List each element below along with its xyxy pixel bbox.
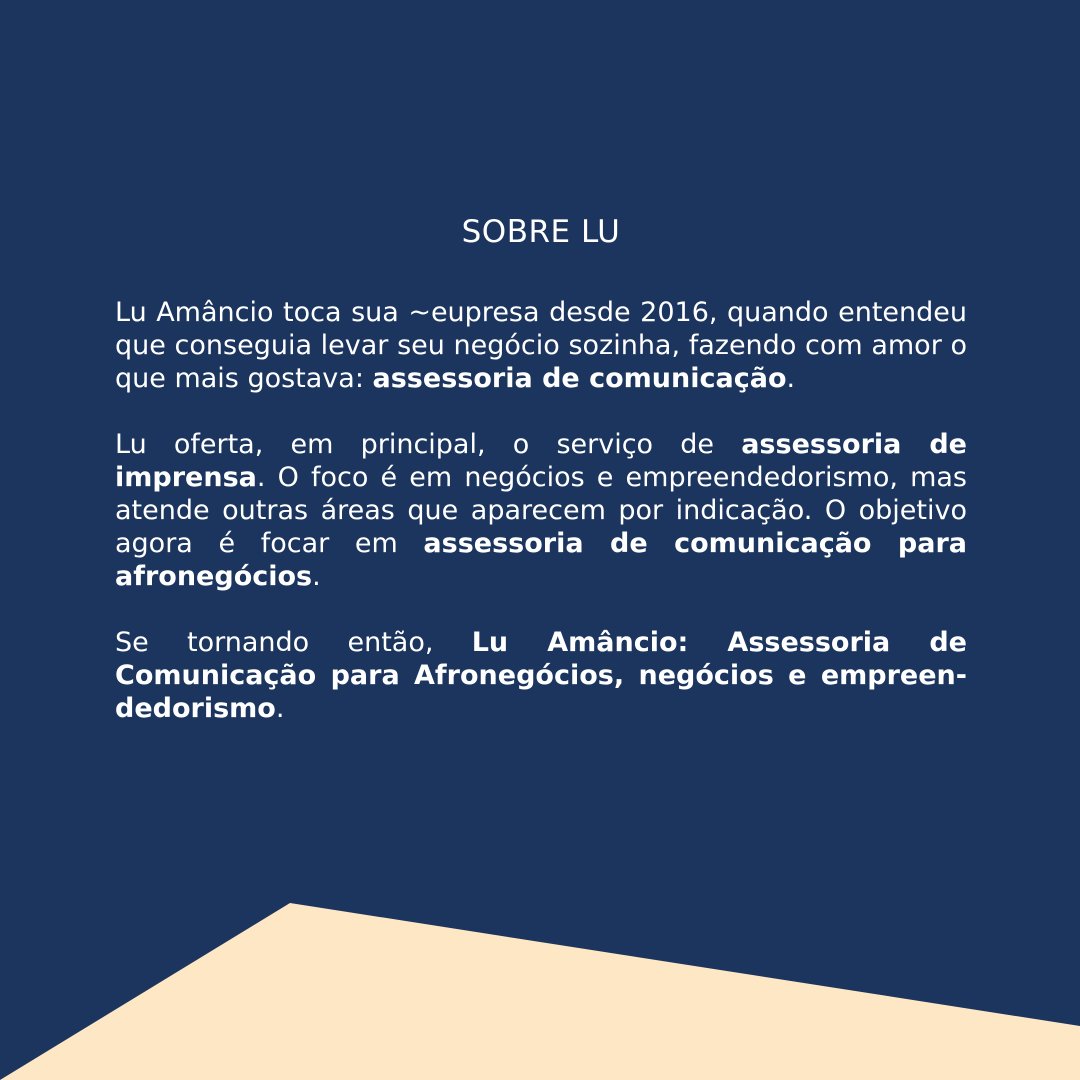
section-title: SOBRE LU <box>461 214 621 250</box>
body-text: Lu Amâncio toca sua ~eupresa desde 2016, quando entendeu que conseguia levar seu negócio sozinha, fazendo com amor o que mais gostava: <box>115 297 967 394</box>
highlighted-text: assessoria de imprensa <box>115 429 967 493</box>
body-text: Se tornando então, <box>115 627 472 658</box>
about-section <box>115 212 967 758</box>
body-text: . <box>312 561 321 592</box>
about-text <box>115 296 967 725</box>
paragraph <box>115 296 967 395</box>
highlighted-text: assessoria de comunicação para afronegócios <box>115 528 968 592</box>
body-text: . <box>786 363 796 394</box>
body-text: . O foco é em negócios e empreendedorismo, mas atende outras áreas que aparecem por indicação. O objetivo agora é focar em <box>115 462 967 559</box>
body-text: . <box>275 693 285 724</box>
paragraph <box>115 428 967 593</box>
paragraph <box>115 626 967 725</box>
body-text: Lu oferta, em principal, o serviço de <box>115 429 742 460</box>
highlighted-text: assessoria de comunicação <box>372 363 787 394</box>
highlighted-text: Lu Amâncio: Assessoria de Comunicação para Afronegócios, negócios e empreendedorismo <box>115 627 967 724</box>
